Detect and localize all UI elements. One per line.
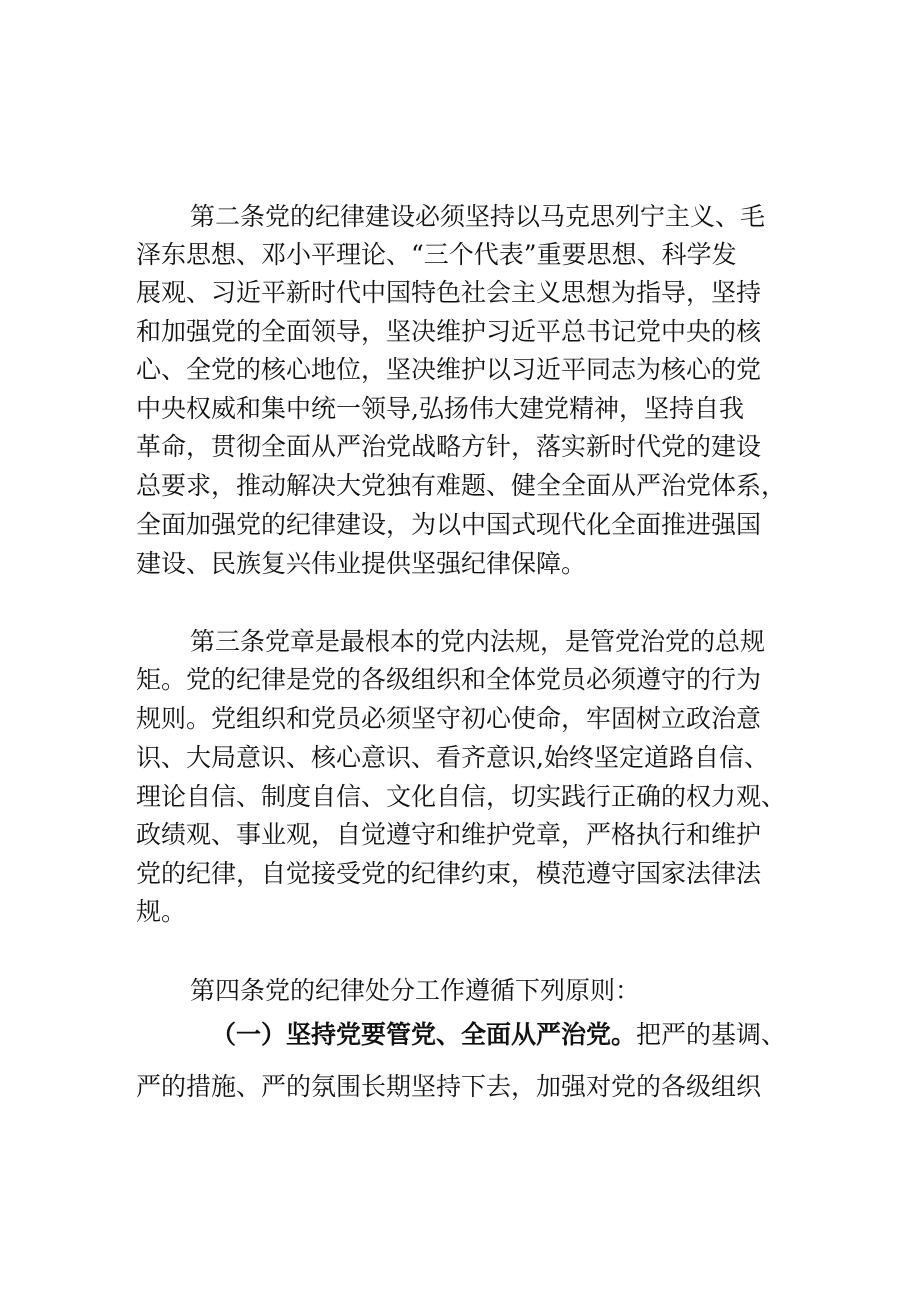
article2-line-10: 建设、民族复兴伟业提供坚强纪律保障。	[136, 549, 587, 578]
article2-line-9: 全面加强党的纪律建设，为以中国式现代化全面推进强国	[136, 510, 762, 539]
article2-line-8: 总要求，推动解决大党独有难题、健全全面从严治党体系，	[136, 471, 787, 500]
article3-line-4: 识、大局意识、核心意识、看齐意识,始终坚定道路自信、	[136, 743, 769, 772]
article3-line-6: 政绩观、事业观，自觉遵守和维护党章，严格执行和维护	[136, 820, 762, 849]
article4-item1-line-2: 严的措施、严的氛围长期坚持下去，加强对党的各级组织	[136, 1072, 762, 1101]
article3-line-2: 矩。党的纪律是党的各级组织和全体党员必须遵守的行为	[136, 665, 762, 694]
article2-line-3: 展观、习近平新时代中国特色社会主义思想为指导，坚持	[136, 278, 762, 307]
article3-line-1: 第三条党章是最根本的党内法规，是管党治党的总规	[190, 627, 766, 656]
article2-line-1: 第二条党的纪律建设必须坚持以马克思列宁主义、毛	[190, 202, 766, 231]
article3-line-8: 规。	[136, 897, 187, 926]
article2-line-6: 中央权威和集中统一领导,弘扬伟大建党精神，坚持自我	[136, 394, 744, 423]
article3-line-7: 党的纪律，自觉接受党的纪律约束，模范遵守国家法律法	[136, 859, 762, 888]
article2-line-4: 和加强党的全面领导，坚决维护习近平总书记党中央的核	[136, 317, 762, 346]
article2-line-7: 革命，贯彻全面从严治党战略方针，落实新时代党的建设	[136, 432, 762, 461]
article4-item1-text: 把严的基调、	[636, 1020, 787, 1049]
article3-line-5: 理论自信、制度自信、文化自信，切实践行正确的权力观、	[136, 782, 787, 811]
article2-line-5: 心、全党的核心地位，坚决维护以习近平同志为核心的党	[136, 355, 762, 384]
article2-line-2: 泽东思想、邓小平理论、“三个代表”重要思想、科学发	[136, 240, 737, 269]
article4-item1-line-1	[211, 1015, 796, 1055]
article4-item1-title: （一）坚持党要管党、全面从严治党。	[211, 1020, 637, 1049]
article4-heading: 第四条党的纪律处分工作遵循下列原则：	[190, 976, 641, 1005]
article3-line-3: 规则。党组织和党员必须坚守初心使命，牢固树立政治意	[136, 704, 762, 733]
